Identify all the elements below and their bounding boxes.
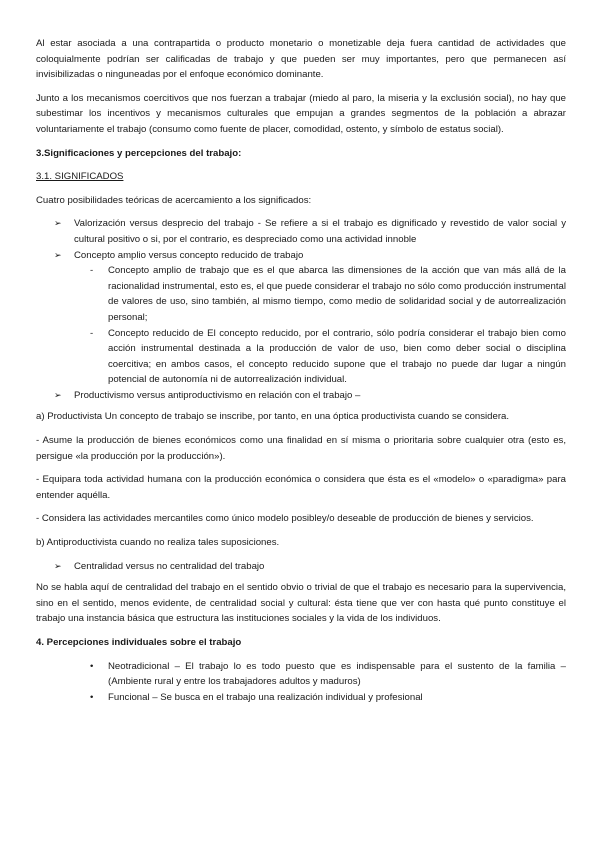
paragraph-dash-1: - Asume la producción de bienes económicos como una finalidad en sí misma o prioritaria sobre cualquier otra (esto es, persigue «la producción por la producción»). [36,435,566,462]
dash-bullet-icon: - [90,327,94,339]
section-3-1-subheading: 3.1. SIGNIFICADOS [36,171,124,183]
paragraph-dash-2: - Equipara toda actividad humana con la producción económica o considera que ésta es el «modelo» o «paradigma» para entender aquélla. [36,474,566,501]
list-item-text: Neotradicional – El trabajo lo es todo puesto que es indispensable para el sustento de la familia – (Ambiente rural y entre los trabajadores adultos y maduros) [108,660,566,688]
dot-bullet-icon: • [90,691,94,703]
section-3-heading: 3.Significaciones y percepciones del trabajo: [36,147,242,159]
sublist-item [90,263,566,325]
arrow-bullet-icon: ➢ [54,560,62,571]
paragraph-productivista: a) Productivista Un concepto de trabajo se inscribe, por tanto, en una óptica productivista cuando se considera. [36,411,510,423]
list-item [54,216,566,247]
dot-bullet-icon: • [90,660,94,672]
list-item-text: Concepto amplio versus concepto reducido de trabajo [74,249,304,261]
sublist-item-text: Concepto reducido de El concepto reducido, por el contrario, sólo podría considerar el trabajo bien como acción instrumental destinada a la producción de valor de uso, bien como deber social o disciplina coercitiva; en ambos casos, el concepto reducido supone que el trabajo no puede dar lugar a ningún potencial de autonomía ni de autorrealización individual. [108,327,566,386]
percepciones-list [36,659,566,706]
significados-intro: Cuatro posibilidades teóricas de acercamiento a los significados: [36,194,312,206]
list-item [54,559,566,575]
concepto-sublist [74,263,566,388]
paragraph-antiproductivista: b) Antiproductivista cuando no realiza tales suposiciones. [36,537,280,549]
list-item-text: Funcional – Se busca en el trabajo una realización individual y profesional [108,691,423,703]
list-item-text: Centralidad versus no centralidad del trabajo [74,560,265,572]
list-item-text: Valorización versus desprecio del trabajo - Se refiere a si el trabajo es dignificado y revestido de valor social y cultural positivo o si, por el contrario, es despreciado como una actividad innoble [74,218,566,245]
list-item [54,248,566,388]
section-4-heading: 4. Percepciones individuales sobre el trabajo [36,637,242,648]
paragraph-centralidad: No se habla aquí de centralidad del trabajo en el sentido obvio o trivial de que el trabajo es necesario para la supervivencia, sino en el sentido, menos evidente, de centralidad social y cultural: ésta tiene que ver con hasta qué punto constituye el trabajo una instancia básica que estructura las instituciones sociales y la vida de los individuos. [36,582,566,625]
dash-bullet-icon: - [90,265,94,277]
arrow-bullet-icon: ➢ [54,389,62,400]
significados-list [36,216,566,403]
list-item [54,388,566,404]
list-item [90,690,566,706]
sublist-item [90,326,566,388]
list-item-text: Productivismo versus antiproductivismo en relación con el trabajo – [74,389,361,401]
centralidad-list [36,559,566,575]
paragraph-monetary: Al estar asociada a una contrapartida o producto monetario o monetizable deja fuera cantidad de actividades que coloquialmente podrían ser calificadas de trabajo y que pueden ser muy importantes, pero que permanecen así invisibilizadas o ninguneadas por el enfoque económico dominante. [36,38,566,81]
paragraph-dash-3: - Considera las actividades mercantiles como único modelo posibley/o deseable de producción de bienes y servicios. [36,513,534,525]
list-item [90,659,566,690]
paragraph-coercive: Junto a los mecanismos coercitivos que nos fuerzan a trabajar (miedo al paro, la miseria y la exclusión social), no hay que subestimar los incentivos y mecanismos culturales que empujan a grandes segmentos de la población a abrazar voluntariamente el trabajo (consumo como fuente de placer, comodidad, ostento, y símbolo de estatus social). [36,92,566,135]
arrow-bullet-icon: ➢ [54,218,62,229]
arrow-bullet-icon: ➢ [54,249,62,260]
sublist-item-text: Concepto amplio de trabajo que es el que abarca las dimensiones de la acción que van más allá de la racionalidad instrumental, esto es, el que puede considerar el trabajo no sólo como producción instrumental de valores de uso, sino también, al mismo tiempo, como medio de solidaridad social y de autorrealización personal; [108,265,566,323]
document-page [36,36,566,705]
